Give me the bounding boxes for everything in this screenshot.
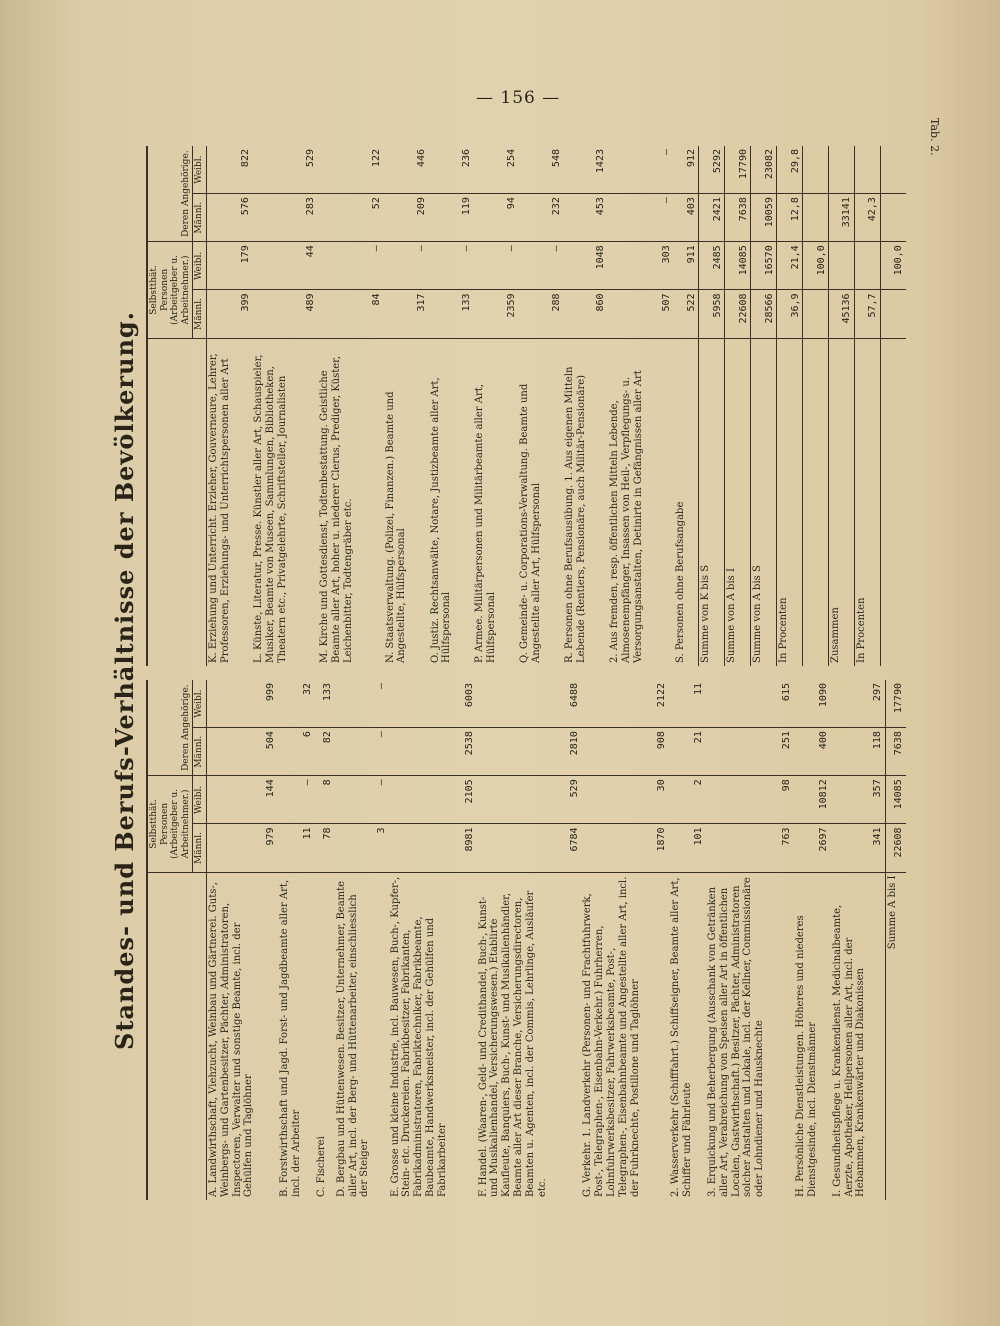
left-table [146,680,906,1200]
value-sw: 21,4 [777,242,803,290]
value-dw: 32 [278,680,315,728]
row-description: E. Grosse und kleine Industrie, incl. Bauwesen, Buch-, Kupfer-, Stein- etc. Druckereien. Fabrikbesitzer, Fabrikanten, Fabrikadministratoren, Fabriktechniker, Fabrikbeamte, Baubeamte, Handwerksmeister, incl. der Gehülfen und Fabrikarbeiter [389,876,448,1197]
value-dm: 2538 [389,728,477,776]
maennl-header: Männl. [193,824,207,872]
value-dm: 21 [669,728,706,776]
value-dm: 42,3 [855,194,881,242]
value-dm: 400 [794,728,831,776]
value-sm: 11 [278,824,315,872]
value-sw: 100,0 [803,242,829,290]
value-dw: 446 [384,146,429,194]
value-sm: 28566 [751,290,777,338]
value-dw [881,146,906,194]
maennl-header: Männl. [193,290,207,338]
sum-dw: 17790 [885,680,906,728]
value-dw: 11 [669,680,706,728]
value-dw: 254 [473,146,518,194]
value-dm: 209 [384,194,429,242]
value-dm: — [608,194,674,242]
value-sw [829,242,855,290]
table-row [518,146,563,666]
row-description: S. Personen ohne Berufsangabe [674,501,686,663]
value-dm: 52 [318,194,384,242]
row-description: A. Landwirthschaft, Viehzucht, Weinbau und Gärtnerei. Guts-, Weinbergs- und Gartenbesitzer, Pächter, Administratoren, Inspectoren, Verwalter und sonstige Beamte, incl. der Gehülfen und Taglöhner [208,882,255,1197]
right-table [146,146,906,666]
value-sw: 10812 [794,776,831,824]
value-dw: 5292 [699,146,725,194]
maennl-header: Männl. [193,194,207,242]
row-description: In Procenten [855,338,881,666]
table-row [699,146,725,666]
table-row [315,680,335,1200]
weibl-header: Weibl. [193,146,207,194]
value-dw: 912 [674,146,699,194]
value-dm: 576 [207,194,253,242]
value-dw: 236 [429,146,474,194]
value-sw: 911 [674,242,699,290]
value-sm: 763 [706,824,794,872]
value-sw: 529 [477,776,582,824]
value-dw: 29,8 [777,146,803,194]
row-description: 2. Aus fremden, resp. öffentlichen Mitteln Lebende, Almosenempfänger, Insassen von Heil-, Verpflegungs- u. Versorgungsanstalten, Detinirte in Gefängnissen aller Art [609,370,644,663]
value-sw: 357 [831,776,886,824]
row-description: K. Erziehung und Unterricht. Erzieher, Gouverneure, Lehrer, Professoren, Erziehungs- und Unterrichtspersonen aller Art [208,353,231,663]
value-sm: 101 [669,824,706,872]
weibl-header: Weibl. [193,680,207,728]
value-sm: 133 [429,290,474,338]
table-row [207,680,279,1200]
value-sm: 860 [563,290,608,338]
maennl-header: Männl. [193,728,207,776]
value-dm: 2421 [699,194,725,242]
value-sw: 179 [207,242,253,290]
value-dw: — [335,680,389,728]
row-description: H. Persönliche Dienstleistungen. Höheres und niederes Dienstgesinde, incl. Dienstmänner [794,915,818,1197]
value-dm [881,194,906,242]
deren-header: Deren Angehörige. [147,680,193,776]
row-description: Summe von A bis I [725,338,751,666]
table-row [725,146,751,666]
selbst-header: Selbstthät. Personen (Arbeitgeber u. Arbeitnehmer.) [147,242,193,338]
value-sw: 303 [608,242,674,290]
value-dm [803,194,829,242]
row-description [881,338,906,666]
table-row [477,680,582,1200]
value-sm: 45136 [829,290,855,338]
value-sm: 522 [674,290,699,338]
row-description: P. Armee. Militärpersonen und Militärbeamte aller Art, Hülfspersonal [474,384,498,663]
table-row [794,680,831,1200]
row-description: F. Handel. (Waaren-, Geld- und Credithandel, Buch-, Kunst- und Musikalienhandel, Versicherungswesen.) Etablirte Kaufleute, Banquiers, Buch-, Kunst- und Musikalienhändler, Beamte aller Art dieser Branche, Versicherungsdirectoren, Beamten u. Agenten, incl. der Commis, Lehrlinge, Ausläufer etc. [477,890,548,1197]
value-sw: — [429,242,474,290]
table-row [278,680,315,1200]
table-row [706,680,794,1200]
row-description: O. Justiz. Rechtsanwälte, Notare, Justizbeamte aller Art, Hülfspersonal [429,377,453,663]
row-description: Summe von A bis S [751,338,777,666]
sum-row [885,680,906,1200]
value-dm: 403 [674,194,699,242]
value-sm: 5958 [699,290,725,338]
value-dm: 2810 [477,728,582,776]
value-dm: 119 [429,194,474,242]
row-description: 2. Wasserverkehr (Schifffahrt.) Schiffseigner, Beamte aller Art, Schiffer und Fährleute [670,877,693,1197]
value-dw: 122 [318,146,384,194]
value-dm: — [335,728,389,776]
row-description: L. Künste, Literatur, Presse. Künstler aller Art, Schauspieler, Musiker, Beamte von Museen, Sammlungen, Bibliotheken, Theatern etc., Privatgelehrte, Schriftsteller, Journalisten [253,354,288,663]
left-table-body [207,680,906,1200]
row-description: Zusammen [829,338,855,666]
value-sw: — [278,776,315,824]
table-row [831,680,886,1200]
row-description [803,338,829,666]
value-dw: 23082 [751,146,777,194]
value-dm: 33141 [829,194,855,242]
row-description: 3. Erquickung und Beherbergung (Ausschank von Getränken aller Art, Verabreichung von Speisen aller Art in öffentlichen Localen, Gastwirthschaft.) Besitzer, Pächter, Administratoren solcher Anstalten und Lokale, incl. der Kellner, Commissionäre oder Lohndiener und Hausknechte [707,877,766,1197]
value-dw: 548 [518,146,563,194]
value-sw: 98 [706,776,794,824]
table-row [608,146,674,666]
table-row [581,680,669,1200]
rotated-table-area [146,140,906,1200]
value-sm: 317 [384,290,429,338]
row-description: G. Verkehr. 1. Landverkehr (Personen- und Frachtfuhrwerk, Post-, Telegraphen-, Eisenbahn-Verkehr.) Fuhrherren, Lohnfuhrwerksbesitzer, Fahrwerksbeamte, Post-, Telegraphen-, Eisenbahnbeamte und Angestellte aller Art, incl. der Fuhrknechte, Postillone und Taglöhner [582,876,641,1197]
row-description: C. Fischerei [315,1136,327,1197]
value-dw: 529 [252,146,318,194]
value-sm: 341 [831,824,886,872]
row-description: I. Gesundheitspflege u. Krankendienst. Medicinalbeamte, Aerzte, Apotheker, Heilpersonen aller Art, incl. der Hebammen, Krankenwärter und Diakonissen [831,904,867,1197]
table-row [674,146,699,666]
value-sw: 30 [581,776,669,824]
value-dm: 283 [252,194,318,242]
row-description: Summe von K bis S [699,338,725,666]
value-sm: 2697 [794,824,831,872]
value-dm: 7638 [725,194,751,242]
value-sm: 288 [518,290,563,338]
table-row [384,146,429,666]
value-sm: 57,7 [855,290,881,338]
row-description: R. Personen ohne Berufsausübung. 1. Aus eigenen Mitteln Lebende (Rentiers, Pensionäre, auch Militär-Pensionäre) [564,366,588,663]
sum-label: Summe A bis I [885,872,906,1200]
value-sw: 16570 [751,242,777,290]
value-dm: 251 [706,728,794,776]
value-dm: 10059 [751,194,777,242]
table-row [335,680,389,1200]
value-dw: 6003 [389,680,477,728]
value-sm: 3 [335,824,389,872]
value-sw: 1048 [563,242,608,290]
right-table-body [207,146,906,666]
value-dw: 999 [207,680,279,728]
value-dm: 118 [831,728,886,776]
value-dw: 297 [831,680,886,728]
value-sm: 1870 [581,824,669,872]
table-row [855,146,881,666]
value-dm: 82 [315,728,335,776]
value-sm: 8981 [389,824,477,872]
value-sw: 44 [252,242,318,290]
table-row [429,146,474,666]
table-row [252,146,318,666]
value-dw: — [608,146,674,194]
value-sm [881,290,906,338]
value-dm: 232 [518,194,563,242]
value-sm: 22608 [725,290,751,338]
value-sw: 8 [315,776,335,824]
value-dw [829,146,855,194]
value-sm: 979 [207,824,279,872]
value-dw [855,146,881,194]
value-dw: 6488 [477,680,582,728]
value-dm: 504 [207,728,279,776]
table-row [777,146,803,666]
value-dw [803,146,829,194]
value-sw: — [518,242,563,290]
value-dw: 1090 [794,680,831,728]
table-row [669,680,706,1200]
value-sm: 2359 [473,290,518,338]
desc-header [147,338,207,666]
value-dw: 615 [706,680,794,728]
table-row [563,146,608,666]
value-sw: 2 [669,776,706,824]
value-sm: 84 [318,290,384,338]
table-row [881,146,906,666]
value-sw: 100,0 [881,242,906,290]
value-sw: 144 [207,776,279,824]
value-sw: — [335,776,389,824]
row-description: N. Staatsverwaltung. (Polizei, Finanzen.) Beamte und Angestellte, Hülfspersonal [384,391,408,663]
sum-sw: 14085 [885,776,906,824]
table-row [803,146,829,666]
sum-sm: 22608 [885,824,906,872]
value-dm: 12,8 [777,194,803,242]
value-sm: 6784 [477,824,582,872]
table-row [473,146,518,666]
table-row [318,146,384,666]
value-sm: 399 [207,290,253,338]
value-dw: 17790 [725,146,751,194]
value-dw: 2122 [581,680,669,728]
row-description: In Procenten [777,338,803,666]
value-sm [803,290,829,338]
value-sm: 36,9 [777,290,803,338]
table-row [829,146,855,666]
value-sw: — [318,242,384,290]
page-number: — 156 — [476,88,561,108]
table-row [389,680,477,1200]
value-dw: 822 [207,146,253,194]
row-description: D. Bergbau und Hüttenwesen. Besitzer, Unternehmer, Beamte aller Art, incl. der Berg- und Hüttenarbeiter, einschliesslich der Steiger [335,880,371,1197]
value-sw: — [384,242,429,290]
desc-header [147,872,207,1200]
value-dm: 6 [278,728,315,776]
value-sm: 78 [315,824,335,872]
weibl-header: Weibl. [193,242,207,290]
value-dm: 453 [563,194,608,242]
value-sm: 489 [252,290,318,338]
value-sw: 14085 [725,242,751,290]
weibl-header: Weibl. [193,776,207,824]
value-sw: 2105 [389,776,477,824]
value-sm: 507 [608,290,674,338]
row-description: M. Kirche und Gottesdienst, Todtenbestattung. Geistliche Beamte aller Art, hoher u. niederer Clerus, Prediger, Küster, Leichenbitter, Todtengräber etc. [318,355,354,663]
row-description: Q. Gemeinde- u. Corporations-Verwaltung. Beamte und Angestellte aller Art, Hülfspersonal [519,383,543,663]
value-sw: 2485 [699,242,725,290]
sum-dm: 7638 [885,728,906,776]
value-dm: 908 [581,728,669,776]
page-title: Standes- und Berufs-Verhältnisse der Bevölkerung. [110,310,139,1050]
table-row [207,146,253,666]
value-dm: 94 [473,194,518,242]
value-sw [855,242,881,290]
table-row [751,146,777,666]
value-dw: 1423 [563,146,608,194]
deren-header: Deren Angehörige. [147,146,193,242]
value-sw: — [473,242,518,290]
table-reference: Tab. 2. [928,118,941,156]
selbst-header: Selbstthät. Personen (Arbeitgeber u. Arbeitnehmer.) [147,776,193,872]
value-dw: 133 [315,680,335,728]
row-description: B. Forstwirthschaft und Jagd. Forst- und Jagdbeamte aller Art, incl. der Arbeiter [279,879,302,1197]
